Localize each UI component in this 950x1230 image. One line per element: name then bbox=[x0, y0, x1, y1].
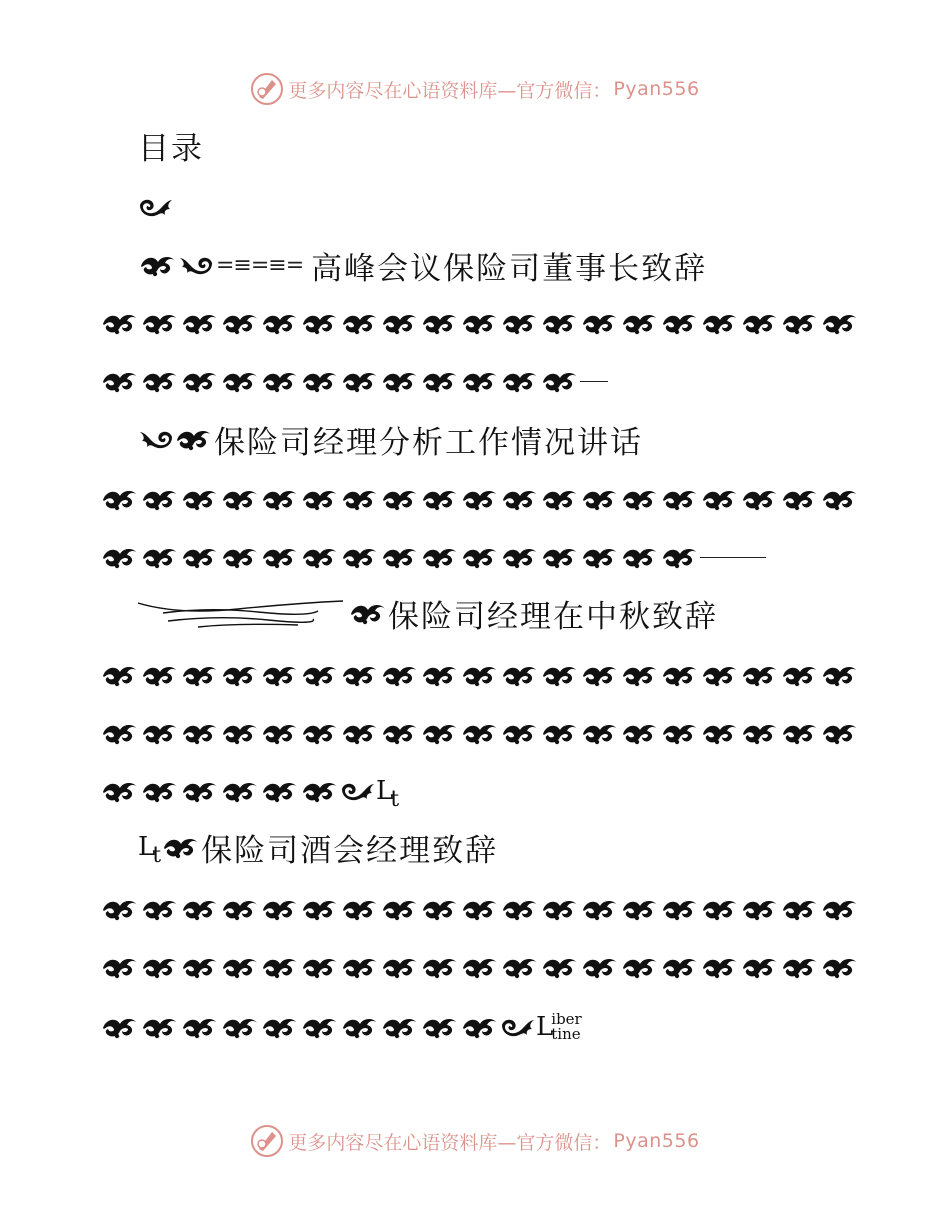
fleuron-icon bbox=[500, 720, 540, 746]
fleuron-icon bbox=[260, 544, 300, 570]
libertine-ligature: L iber tine bbox=[536, 1010, 582, 1043]
fleuron-icon bbox=[420, 720, 460, 746]
fleuron-icon bbox=[580, 544, 620, 570]
fleuron-icon bbox=[460, 662, 500, 688]
fleuron-icon bbox=[500, 662, 540, 688]
fleuron-icon bbox=[380, 896, 420, 922]
fleuron-icon bbox=[580, 896, 620, 922]
fleuron-icon bbox=[220, 310, 260, 336]
fleuron-icon bbox=[820, 310, 860, 336]
fleuron-icon bbox=[220, 778, 260, 804]
fleuron-icon bbox=[180, 896, 220, 922]
fleuron-icon bbox=[300, 954, 340, 980]
fleuron-icon bbox=[100, 368, 140, 394]
fleuron-icon bbox=[174, 426, 214, 452]
fleuron-icon bbox=[348, 600, 388, 626]
toc-entry-title: 保险司经理分析工作情况讲话 bbox=[214, 424, 643, 461]
toc-heading-line bbox=[138, 122, 204, 168]
fleuron-icon bbox=[460, 544, 500, 570]
fleuron-icon bbox=[740, 662, 780, 688]
fleuron-icon bbox=[140, 544, 180, 570]
fleuron-icon bbox=[580, 310, 620, 336]
fleuron-icon bbox=[420, 486, 460, 512]
ornament-row bbox=[100, 710, 860, 756]
toc-entry-title: 高峰会议保险司董事长致辞 bbox=[311, 250, 708, 287]
fleuron-icon bbox=[780, 486, 820, 512]
fleuron-icon bbox=[138, 427, 174, 451]
fleuron-icon bbox=[140, 778, 180, 804]
wave-rule-icon bbox=[138, 593, 348, 633]
fleuron-icon bbox=[740, 896, 780, 922]
fleuron-icon bbox=[660, 896, 700, 922]
fleuron-icon bbox=[100, 954, 140, 980]
fleuron-icon bbox=[340, 1014, 380, 1040]
fleuron-icon bbox=[460, 720, 500, 746]
fleuron-icon bbox=[100, 544, 140, 570]
fleuron-icon bbox=[540, 310, 580, 336]
fleuron-icon bbox=[540, 896, 580, 922]
toc-entry-title: 保险司经理在中秋致辞 bbox=[388, 598, 718, 635]
toc-entry-3[interactable] bbox=[138, 590, 718, 636]
fleuron-icon bbox=[100, 778, 140, 804]
fleuron-icon bbox=[540, 662, 580, 688]
fleuron-icon bbox=[660, 486, 700, 512]
fleuron-icon bbox=[460, 310, 500, 336]
fleuron-icon bbox=[580, 954, 620, 980]
fleuron-icon bbox=[700, 486, 740, 512]
ornament-row bbox=[100, 944, 860, 990]
fleuron-icon bbox=[260, 486, 300, 512]
fleuron-icon bbox=[220, 486, 260, 512]
fleuron-icon bbox=[620, 310, 660, 336]
fleuron-icon bbox=[260, 310, 300, 336]
fleuron-icon bbox=[180, 368, 220, 394]
fleuron-icon bbox=[460, 896, 500, 922]
rule-line bbox=[580, 381, 608, 382]
toc-entry-2[interactable] bbox=[138, 416, 643, 462]
fleuron-icon bbox=[340, 368, 380, 394]
watermark-bottom bbox=[0, 1124, 950, 1158]
fleuron-icon bbox=[140, 310, 180, 336]
fleuron-icon bbox=[500, 310, 540, 336]
fleuron-icon bbox=[500, 486, 540, 512]
fleuron-icon bbox=[780, 954, 820, 980]
fleuron-icon bbox=[660, 310, 700, 336]
fleuron-icon bbox=[820, 486, 860, 512]
fleuron-icon bbox=[180, 720, 220, 746]
fleuron-icon bbox=[580, 662, 620, 688]
fleuron-icon bbox=[140, 662, 180, 688]
fleuron-icon bbox=[180, 486, 220, 512]
fleuron-icon bbox=[100, 896, 140, 922]
fleuron-icon bbox=[380, 1014, 420, 1040]
ornament-row bbox=[100, 652, 860, 698]
fleuron-icon bbox=[140, 486, 180, 512]
fleuron-icon bbox=[780, 896, 820, 922]
ornament-row bbox=[100, 1004, 582, 1050]
fleuron-icon bbox=[820, 954, 860, 980]
fleuron-icon bbox=[380, 662, 420, 688]
fleuron-icon bbox=[540, 486, 580, 512]
fleuron-icon bbox=[180, 778, 220, 804]
fleuron-icon bbox=[420, 662, 460, 688]
fleuron-icon bbox=[420, 544, 460, 570]
fleuron-icon bbox=[340, 310, 380, 336]
fleuron-icon bbox=[180, 954, 220, 980]
toc-entry-4[interactable] bbox=[138, 824, 498, 870]
fleuron-icon bbox=[740, 310, 780, 336]
ornament-row bbox=[100, 534, 766, 580]
ornament-row bbox=[100, 476, 860, 522]
fleuron-icon bbox=[420, 368, 460, 394]
fleuron-icon bbox=[700, 720, 740, 746]
fleuron-icon bbox=[780, 310, 820, 336]
fleuron-icon bbox=[260, 368, 300, 394]
fleuron-icon bbox=[220, 544, 260, 570]
fleuron-icon bbox=[260, 954, 300, 980]
fleuron-icon bbox=[820, 662, 860, 688]
fleuron-icon bbox=[380, 368, 420, 394]
fleuron-icon bbox=[180, 544, 220, 570]
fleuron-icon bbox=[100, 310, 140, 336]
fleuron-icon bbox=[700, 662, 740, 688]
fleuron-icon bbox=[220, 954, 260, 980]
fleuron-icon bbox=[460, 486, 500, 512]
fleuron-icon bbox=[700, 896, 740, 922]
fleuron-icon bbox=[540, 544, 580, 570]
fleuron-icon bbox=[300, 544, 340, 570]
lt-ligature: L t bbox=[376, 776, 400, 812]
fleuron-icon bbox=[300, 896, 340, 922]
fleuron-icon bbox=[140, 720, 180, 746]
fleuron-icon bbox=[180, 310, 220, 336]
pen-logo-icon bbox=[250, 1124, 284, 1158]
toc-heading: 目录 bbox=[138, 130, 204, 167]
fleuron-icon bbox=[580, 720, 620, 746]
fleuron-icon bbox=[620, 720, 660, 746]
watermark-id: Pyan556 bbox=[613, 78, 700, 100]
fleuron-icon bbox=[420, 310, 460, 336]
fleuron-icon bbox=[620, 486, 660, 512]
fleuron-icon bbox=[700, 954, 740, 980]
fleuron-icon bbox=[100, 486, 140, 512]
fleuron-icon bbox=[500, 954, 540, 980]
fleuron-icon bbox=[420, 954, 460, 980]
fleuron-icon bbox=[340, 779, 376, 803]
fleuron-icon bbox=[740, 486, 780, 512]
fleuron-icon bbox=[300, 662, 340, 688]
ornament-line bbox=[138, 184, 174, 230]
fleuron-icon bbox=[220, 1014, 260, 1040]
watermark-text: 更多内容尽在心语资料库—官方微信： bbox=[288, 1131, 612, 1154]
fleuron-icon bbox=[420, 896, 460, 922]
fleuron-icon bbox=[660, 662, 700, 688]
fleuron-icon bbox=[300, 720, 340, 746]
fleuron-icon bbox=[300, 778, 340, 804]
fleuron-icon bbox=[140, 368, 180, 394]
fleuron-icon bbox=[100, 662, 140, 688]
fleuron-icon bbox=[820, 720, 860, 746]
fleuron-icon bbox=[260, 896, 300, 922]
watermark-id: Pyan556 bbox=[613, 1130, 700, 1152]
fleuron-icon bbox=[340, 896, 380, 922]
fleuron-icon bbox=[340, 544, 380, 570]
fleuron-icon bbox=[460, 368, 500, 394]
fleuron-icon bbox=[340, 486, 380, 512]
fleuron-icon bbox=[380, 310, 420, 336]
fleuron-icon bbox=[580, 486, 620, 512]
fleuron-icon bbox=[260, 662, 300, 688]
fleuron-icon bbox=[140, 1014, 180, 1040]
fleuron-icon bbox=[540, 368, 580, 394]
fleuron-icon bbox=[178, 253, 214, 277]
fleuron-icon bbox=[500, 368, 540, 394]
fleuron-icon bbox=[380, 720, 420, 746]
fleuron-icon bbox=[540, 720, 580, 746]
fleuron-icon bbox=[740, 954, 780, 980]
fleuron-icon bbox=[620, 954, 660, 980]
fleuron-icon bbox=[500, 1015, 536, 1039]
fleuron-icon bbox=[300, 1014, 340, 1040]
lt-ligature: L t bbox=[138, 832, 162, 868]
fleuron-icon bbox=[700, 310, 740, 336]
fleuron-icon bbox=[100, 1014, 140, 1040]
toc-entry-1[interactable] bbox=[138, 242, 707, 288]
fleuron-icon bbox=[300, 310, 340, 336]
fleuron-icon bbox=[620, 896, 660, 922]
fleuron-icon bbox=[460, 1014, 500, 1040]
rule-line bbox=[700, 557, 766, 558]
watermark-text: 更多内容尽在心语资料库—官方微信： bbox=[288, 79, 612, 102]
fleuron-icon bbox=[380, 954, 420, 980]
fleuron-icon bbox=[420, 1014, 460, 1040]
fleuron-icon bbox=[138, 252, 178, 278]
fleuron-icon bbox=[138, 195, 174, 219]
fleuron-icon bbox=[380, 544, 420, 570]
fleuron-icon bbox=[260, 1014, 300, 1040]
fleuron-icon bbox=[500, 544, 540, 570]
fleuron-icon bbox=[620, 662, 660, 688]
fleuron-icon bbox=[460, 954, 500, 980]
ornament-row bbox=[100, 358, 608, 404]
fleuron-icon bbox=[140, 954, 180, 980]
ornament-row bbox=[100, 300, 860, 346]
ornament-row bbox=[100, 886, 860, 932]
fleuron-icon bbox=[180, 662, 220, 688]
fleuron-icon bbox=[660, 720, 700, 746]
fleuron-icon bbox=[660, 544, 700, 570]
fleuron-icon bbox=[220, 368, 260, 394]
dash-leader: =≡=≡= bbox=[216, 252, 304, 278]
fleuron-icon bbox=[340, 662, 380, 688]
fleuron-icon bbox=[300, 368, 340, 394]
ornament-row bbox=[100, 768, 399, 814]
fleuron-icon bbox=[220, 662, 260, 688]
fleuron-icon bbox=[780, 720, 820, 746]
fleuron-icon bbox=[660, 954, 700, 980]
fleuron-icon bbox=[820, 896, 860, 922]
fleuron-icon bbox=[300, 486, 340, 512]
fleuron-icon bbox=[260, 778, 300, 804]
toc-entry-title: 保险司酒会经理致辞 bbox=[201, 832, 499, 869]
fleuron-icon bbox=[340, 954, 380, 980]
fleuron-icon bbox=[620, 544, 660, 570]
fleuron-icon bbox=[260, 720, 300, 746]
fleuron-icon bbox=[161, 834, 201, 860]
fleuron-icon bbox=[100, 720, 140, 746]
fleuron-icon bbox=[500, 896, 540, 922]
fleuron-icon bbox=[220, 720, 260, 746]
fleuron-icon bbox=[380, 486, 420, 512]
fleuron-icon bbox=[540, 954, 580, 980]
fleuron-icon bbox=[140, 896, 180, 922]
fleuron-icon bbox=[740, 720, 780, 746]
fleuron-icon bbox=[780, 662, 820, 688]
fleuron-icon bbox=[340, 720, 380, 746]
fleuron-icon bbox=[180, 1014, 220, 1040]
fleuron-icon bbox=[220, 896, 260, 922]
